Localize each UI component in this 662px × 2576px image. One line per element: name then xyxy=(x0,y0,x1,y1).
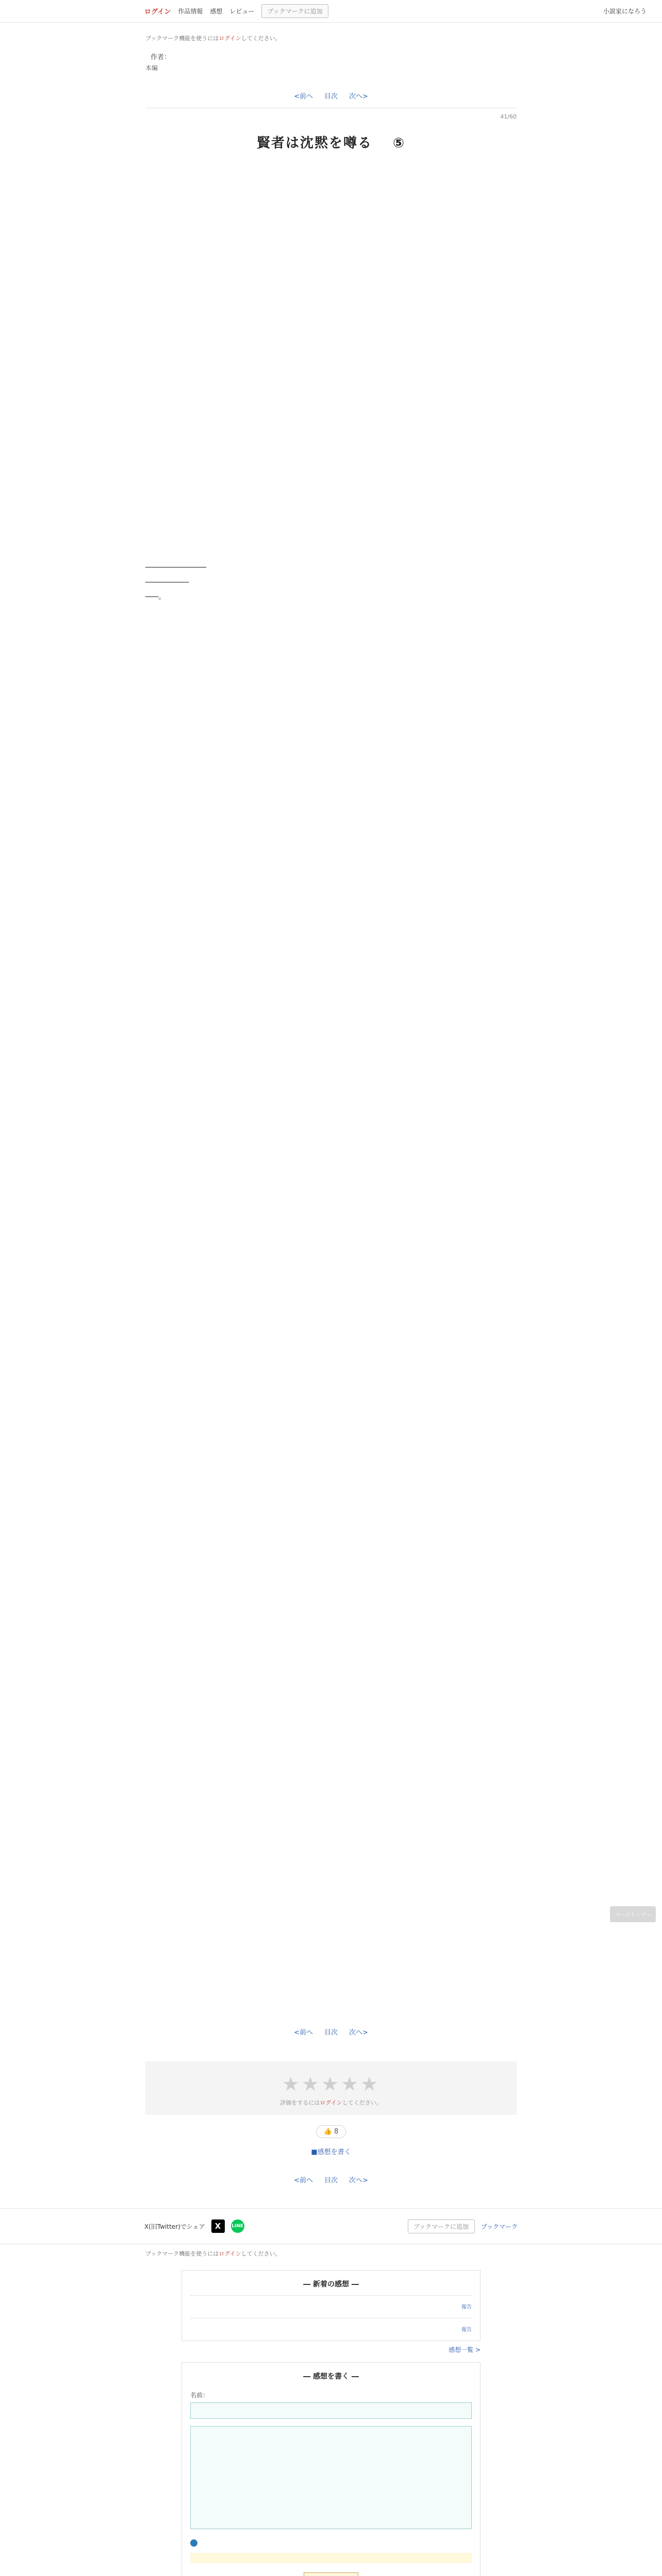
body-line xyxy=(145,1817,517,1831)
prev-link[interactable]: <前へ xyxy=(294,2029,313,2037)
body-line xyxy=(145,1254,517,1268)
body-line xyxy=(145,792,517,807)
nav-item-impressions[interactable]: 感想 xyxy=(210,8,223,15)
paragraph-gap xyxy=(145,749,517,764)
body-line xyxy=(145,1297,517,1312)
paragraph-gap xyxy=(145,1759,517,1773)
paragraph-gap xyxy=(145,1081,517,1095)
body-line xyxy=(145,1773,517,1788)
paragraph-gap xyxy=(145,1167,517,1182)
body-line xyxy=(145,286,517,301)
body-line xyxy=(145,1629,517,1643)
body-line xyxy=(145,764,517,778)
review-list-link[interactable]: 感想一覧 > xyxy=(449,2346,481,2354)
write-review-link[interactable]: ■感想を書く xyxy=(311,2148,351,2157)
body-line xyxy=(145,1845,517,1860)
body-line xyxy=(145,1326,517,1341)
nav-item-works-info[interactable]: 作品情報 xyxy=(178,8,203,15)
paragraph-gap xyxy=(145,402,517,416)
paragraph-gap xyxy=(145,1341,517,1355)
share-bar xyxy=(0,2208,662,2244)
body-line xyxy=(145,951,517,965)
body-line xyxy=(145,445,517,460)
body-line: ───。 xyxy=(145,593,166,602)
radio-checked-icon[interactable] xyxy=(190,2539,197,2547)
paragraph-gap xyxy=(145,1038,517,1052)
notice-text-after: してください。 xyxy=(241,35,281,42)
episode-title-text: 賢者は沈黙を噂る xyxy=(256,135,372,151)
body-line xyxy=(145,1788,517,1802)
body-line xyxy=(145,1903,517,1918)
body-line xyxy=(145,387,517,402)
body-line xyxy=(145,1124,517,1139)
body-line xyxy=(145,344,517,359)
body-line xyxy=(145,908,517,922)
body-line xyxy=(145,980,517,994)
body-line xyxy=(145,706,517,720)
toc-link[interactable]: 目次 xyxy=(324,2177,338,2185)
x-share-icon[interactable]: X xyxy=(211,2219,225,2233)
body-line xyxy=(145,359,517,373)
body-line xyxy=(145,893,517,908)
main-container xyxy=(145,34,517,2184)
body-line xyxy=(145,503,517,517)
body-line xyxy=(145,272,517,286)
body-line xyxy=(145,1918,517,1932)
body-line xyxy=(145,850,517,865)
episode-title xyxy=(145,132,517,151)
paragraph-gap xyxy=(145,1240,517,1254)
episode-body xyxy=(145,171,517,2004)
body-line: ────────────── xyxy=(145,564,207,572)
notice-login-link[interactable]: ログイン xyxy=(219,2250,241,2258)
rating-note-before: 評価をするには xyxy=(280,2099,320,2107)
paragraph-gap xyxy=(145,1831,517,1845)
body-line xyxy=(145,735,517,749)
paragraph-gap xyxy=(145,1384,517,1398)
body-line xyxy=(145,1052,517,1066)
body-line xyxy=(145,1990,517,2004)
paragraph-gap xyxy=(145,1312,517,1326)
notice-text-before: ブックマーク機能を使うには xyxy=(145,2250,219,2258)
share-label: X(旧Twitter)でシェア xyxy=(144,2223,205,2230)
body-line xyxy=(145,1153,517,1167)
notice-login-link[interactable]: ログイン xyxy=(219,35,241,42)
nav-item-reviews[interactable]: レビュー xyxy=(229,8,255,15)
body-line xyxy=(145,229,517,243)
paragraph-gap xyxy=(145,488,517,503)
body-line xyxy=(145,1268,517,1283)
body-line xyxy=(145,1687,517,1701)
body-line xyxy=(145,200,517,214)
next-link[interactable]: 次へ> xyxy=(349,93,368,100)
bookmark-button-footer[interactable]: ブックマークに追加 xyxy=(408,2219,475,2233)
paragraph-gap xyxy=(145,720,517,735)
footer-container xyxy=(145,2249,517,2258)
body-line xyxy=(145,1398,517,1413)
like-count: 8 xyxy=(334,2128,339,2136)
review-report-link[interactable]: 報告 xyxy=(461,2304,472,2311)
notice-text-after: してください。 xyxy=(241,2250,281,2258)
next-link[interactable]: 次へ> xyxy=(349,2029,368,2037)
body-line xyxy=(145,994,517,1009)
paragraph-gap xyxy=(145,243,517,258)
episode-number: 41/60 xyxy=(500,113,517,120)
bookmark-notice xyxy=(145,34,517,42)
body-line xyxy=(145,1456,517,1470)
body-line: ────────── xyxy=(145,578,189,587)
body-line xyxy=(145,460,517,474)
paragraph-gap xyxy=(145,1860,517,1874)
login-link[interactable]: ログイン xyxy=(144,8,171,16)
author-label: 作者： xyxy=(151,54,171,61)
body-line xyxy=(145,879,517,893)
paragraph-gap xyxy=(145,965,517,980)
body-line xyxy=(145,1514,517,1528)
paragraph-gap xyxy=(145,1442,517,1456)
body-line xyxy=(145,1427,517,1442)
paragraph-gap xyxy=(145,836,517,850)
paragraph-gap xyxy=(145,546,517,561)
name-label: 名前： xyxy=(190,2392,209,2399)
bookmark-notice-2 xyxy=(145,2249,517,2258)
body-line xyxy=(145,1586,517,1600)
global-header xyxy=(0,0,662,23)
bookmark-link[interactable]: ブックマーク xyxy=(481,2223,518,2230)
paragraph-gap xyxy=(145,1643,517,1658)
body-line xyxy=(145,474,517,488)
page-top-button[interactable]: ページトップへ xyxy=(610,1906,656,1922)
paragraph-gap xyxy=(145,619,517,634)
body-line xyxy=(145,1716,517,1730)
review-warning xyxy=(190,2553,472,2563)
write-review-title: ― 感想を書く ― xyxy=(303,2372,359,2381)
body-line xyxy=(145,258,517,272)
prev-link[interactable]: <前へ xyxy=(294,93,313,100)
body-line xyxy=(145,1182,517,1196)
paragraph-gap xyxy=(145,605,517,619)
body-line xyxy=(145,663,517,677)
paragraph-gap xyxy=(145,532,517,546)
bookmark-button[interactable]: ブックマークに追加 xyxy=(261,4,328,18)
paragraph-gap xyxy=(145,1009,517,1023)
body-line xyxy=(145,416,517,431)
paragraph-gap xyxy=(145,1932,517,1946)
paragraph-gap xyxy=(145,922,517,937)
body-line xyxy=(145,214,517,229)
paragraph-gap xyxy=(145,807,517,821)
rating-note-after: してください。 xyxy=(342,2099,382,2107)
line-share-icon[interactable]: LINE xyxy=(231,2219,244,2233)
paragraph-gap xyxy=(145,778,517,792)
rating-note xyxy=(145,2098,517,2107)
body-line xyxy=(145,1066,517,1081)
body-line xyxy=(145,677,517,691)
review-form xyxy=(182,2391,480,2576)
body-line xyxy=(145,937,517,951)
paragraph-gap xyxy=(145,1196,517,1211)
body-line xyxy=(145,1225,517,1240)
paragraph-gap xyxy=(145,1600,517,1615)
paragraph-gap xyxy=(145,1139,517,1153)
paragraph-gap xyxy=(145,865,517,879)
body-line xyxy=(145,1355,517,1369)
paragraph-gap xyxy=(145,1889,517,1903)
episode-title-number: ⑤ xyxy=(393,135,406,151)
next-link[interactable]: 次へ> xyxy=(349,2177,368,2185)
body-line xyxy=(145,1211,517,1225)
pager-footer xyxy=(145,2175,517,2184)
paragraph-gap xyxy=(145,1802,517,1817)
submit-review-button[interactable] xyxy=(304,2572,358,2576)
thumbs-up-icon: 👍 xyxy=(323,2128,332,2136)
paragraph-gap xyxy=(145,1528,517,1543)
review-item xyxy=(190,2318,472,2334)
paragraph-gap xyxy=(145,1413,517,1427)
body-line xyxy=(145,1499,517,1514)
body-line xyxy=(145,648,517,663)
body-line xyxy=(145,373,517,387)
body-line xyxy=(145,1744,517,1759)
pager-bottom xyxy=(145,2027,517,2037)
body-line xyxy=(145,1095,517,1110)
paragraph-gap xyxy=(145,1283,517,1297)
paragraph-gap xyxy=(145,1571,517,1586)
review-item xyxy=(190,2295,472,2312)
body-line xyxy=(145,821,517,836)
body-line xyxy=(145,1023,517,1038)
body-line xyxy=(145,1369,517,1384)
body-line xyxy=(145,1485,517,1499)
body-line xyxy=(145,517,517,532)
body-line xyxy=(145,301,517,315)
review-meta xyxy=(190,2326,472,2334)
body-line xyxy=(145,1672,517,1687)
body-line xyxy=(145,1874,517,1889)
notice-text-before: ブックマーク機能を使うには xyxy=(145,35,219,42)
review-report-link[interactable]: 報告 xyxy=(461,2327,472,2333)
rating-panel xyxy=(145,2061,517,2115)
like-row xyxy=(145,2125,517,2138)
body-line xyxy=(145,330,517,344)
pager-top xyxy=(145,91,517,100)
name-input[interactable] xyxy=(190,2402,472,2419)
paragraph-gap xyxy=(145,634,517,648)
paragraph-gap xyxy=(145,315,517,330)
episode-check-row[interactable] xyxy=(190,2539,472,2547)
chapter-group: 本編 xyxy=(145,64,158,72)
paragraph-gap xyxy=(145,1730,517,1744)
series-line xyxy=(145,52,517,61)
toc-link[interactable]: 目次 xyxy=(324,93,338,100)
review-meta xyxy=(190,2303,472,2312)
paragraph-gap xyxy=(145,1975,517,1990)
body-line xyxy=(145,1543,517,1557)
rating-stars[interactable]: ★★★★★ xyxy=(282,2073,380,2096)
body-line xyxy=(145,1615,517,1629)
body-line xyxy=(145,1946,517,1961)
body-line xyxy=(145,431,517,445)
paragraph-gap xyxy=(145,1701,517,1716)
like-button[interactable] xyxy=(316,2125,346,2138)
rating-login-link[interactable]: ログイン xyxy=(320,2099,342,2107)
body-line xyxy=(145,171,517,185)
new-reviews-title: ― 新着の感想 ― xyxy=(303,2280,359,2289)
toc-link[interactable]: 目次 xyxy=(324,2029,338,2037)
write-review-box xyxy=(181,2362,481,2576)
body-line xyxy=(145,1557,517,1571)
paragraph-gap xyxy=(145,1470,517,1485)
comment-textarea[interactable] xyxy=(190,2426,472,2529)
body-line xyxy=(145,691,517,706)
body-line xyxy=(145,1658,517,1672)
new-reviews-box xyxy=(181,2270,481,2341)
body-line xyxy=(145,1961,517,1975)
site-home-link[interactable]: 小説家になろう xyxy=(603,8,647,15)
body-line xyxy=(145,185,517,200)
paragraph-gap xyxy=(145,1110,517,1124)
prev-link[interactable]: <前へ xyxy=(294,2177,313,2185)
